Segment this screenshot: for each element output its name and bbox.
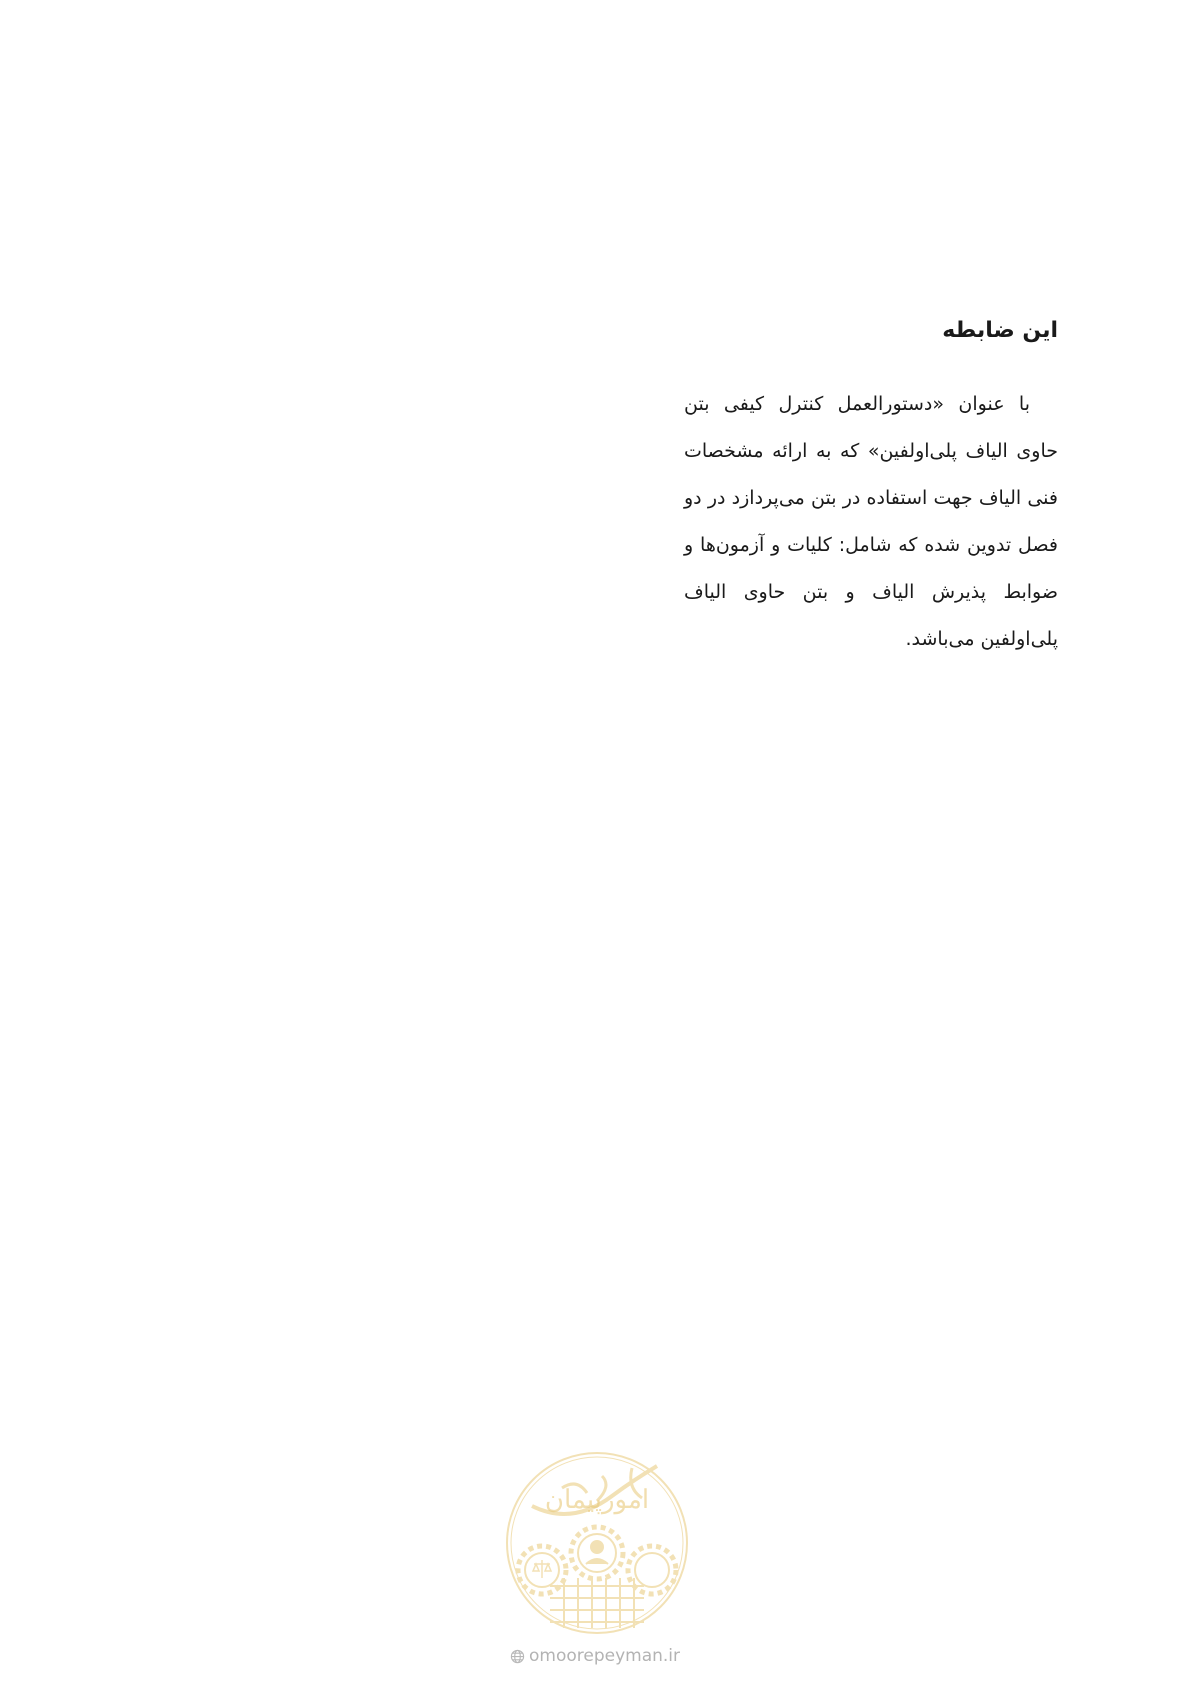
intro-paragraph: با عنوان «دستورالعمل کنترل کیفی بتن حاوی الیاف پلی‌اولفین» که به ارائه مشخصات فنی الیاف جهت استفاده در بتن می‌پردازد در دو فصل تدوین شده که شامل: کلیات و آزمون‌ها و ضوابط پذیرش الیاف و بتن حاوی الیاف پلی‌اولفین می‌باشد. bbox=[684, 393, 1058, 650]
watermark-url bbox=[510, 1646, 690, 1666]
svg-text:امورپیمان: امورپیمان bbox=[544, 1485, 650, 1515]
section-heading: این ضابطه bbox=[942, 318, 1058, 343]
globe-icon bbox=[510, 1649, 525, 1664]
watermark-logo bbox=[502, 1448, 692, 1638]
watermark-url-text: omoorepeyman.ir bbox=[529, 1646, 681, 1666]
